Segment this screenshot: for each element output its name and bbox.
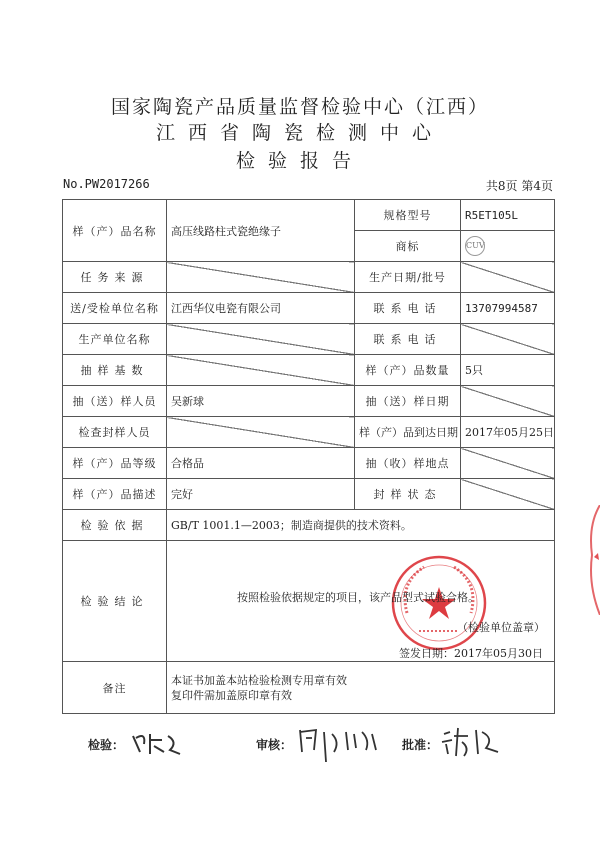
sampling-base-value <box>167 355 355 386</box>
header-line-3: 检验报告 <box>235 150 364 172</box>
stamp-label: （检验单位盖章） <box>457 621 545 634</box>
contact-phone-2-value <box>461 324 555 355</box>
report-number: No.PW2017266 <box>63 177 150 191</box>
spec-model-value: R5ET105L <box>461 200 555 231</box>
sealer-value <box>167 417 355 448</box>
basis-value: GB/T 1001.1—2003；制造商提供的技术资料。 <box>167 510 555 541</box>
spec-model-label: 规格型号 <box>355 200 461 231</box>
product-name-label: 样（产）品名称 <box>63 200 167 262</box>
description-value: 完好 <box>167 479 355 510</box>
task-source-label: 任务来源 <box>63 262 167 293</box>
arrival-date-label: 样（产）品到达日期 <box>355 417 461 448</box>
sample-qty-label: 样（产）品数量 <box>355 355 461 386</box>
conclusion-cell <box>167 541 555 662</box>
sampling-date-label: 抽（送）样日期 <box>355 386 461 417</box>
trademark-value <box>461 231 555 262</box>
page-info: 共8页 第4页 <box>485 179 553 193</box>
seal-status-label: 封样状态 <box>355 479 461 510</box>
table-row <box>63 417 555 448</box>
producer-unit-label: 生产单位名称 <box>63 324 167 355</box>
remarks-label: 备注 <box>63 662 167 714</box>
basis-label: 检验依据 <box>63 510 167 541</box>
remarks-cell <box>167 662 555 714</box>
production-date-value <box>461 262 555 293</box>
approver-signature <box>440 722 510 762</box>
grade-value: 合格品 <box>167 448 355 479</box>
remarks-line-2: 复印件需加盖原印章有效 <box>171 688 292 702</box>
reviewer-label: 审核： <box>256 738 293 752</box>
reviewer-signature <box>296 722 386 772</box>
sender-unit-label: 送/受检单位名称 <box>63 293 167 324</box>
table-row <box>63 479 555 510</box>
seal-status-value <box>461 479 555 510</box>
sampler-value: 吴新球 <box>167 386 355 417</box>
table-row <box>63 262 555 293</box>
table-row <box>63 448 555 479</box>
conclusion-text: 按照检验依据规定的项目，该产品型式试验合格。 <box>237 591 479 604</box>
report-table <box>62 199 555 714</box>
table-row <box>63 510 555 541</box>
arrival-date-value: 2017年05月25日 <box>461 417 555 448</box>
table-row <box>63 200 555 231</box>
task-source-value <box>167 262 355 293</box>
production-date-label: 生产日期/批号 <box>355 262 461 293</box>
header-line-1: 国家陶瓷产品质量监督检验中心（江西） <box>110 96 489 118</box>
table-row <box>63 355 555 386</box>
sealer-label: 检查封样人员 <box>63 417 167 448</box>
sender-unit-value: 江西华仪电瓷有限公司 <box>167 293 355 324</box>
sampling-base-label: 抽样基数 <box>63 355 167 386</box>
sampling-place-label: 抽（收）样地点 <box>355 448 461 479</box>
table-row <box>63 541 555 662</box>
contact-phone-1-value: 13707994587 <box>461 293 555 324</box>
conclusion-label: 检验结论 <box>63 541 167 662</box>
header-line-2: 江西省陶瓷检测中心 <box>155 122 444 144</box>
table-row <box>63 324 555 355</box>
table-row <box>63 386 555 417</box>
contact-phone-2-label: 联系电话 <box>355 324 461 355</box>
product-name-value: 高压线路柱式瓷绝缘子 <box>167 200 355 262</box>
table-row <box>63 662 555 714</box>
edge-seal-fragment <box>586 505 600 615</box>
sampling-date-value <box>461 386 555 417</box>
sampler-label: 抽（送）样人员 <box>63 386 167 417</box>
inspector-label: 检验： <box>88 738 125 752</box>
sample-qty-value: 5只 <box>461 355 555 386</box>
remarks-line-1: 本证书加盖本站检验检测专用章有效 <box>171 673 347 687</box>
table-row <box>63 293 555 324</box>
contact-phone-1-label: 联系电话 <box>355 293 461 324</box>
issue-date: 签发日期：2017年05月30日 <box>399 647 543 660</box>
trademark-label: 商标 <box>355 231 461 262</box>
grade-label: 样（产）品等级 <box>63 448 167 479</box>
sampling-place-value <box>461 448 555 479</box>
approver-label: 批准： <box>402 738 439 752</box>
trademark-logo: CUV <box>465 236 485 256</box>
description-label: 样（产）品描述 <box>63 479 167 510</box>
inspector-signature <box>128 728 188 758</box>
producer-unit-value <box>167 324 355 355</box>
